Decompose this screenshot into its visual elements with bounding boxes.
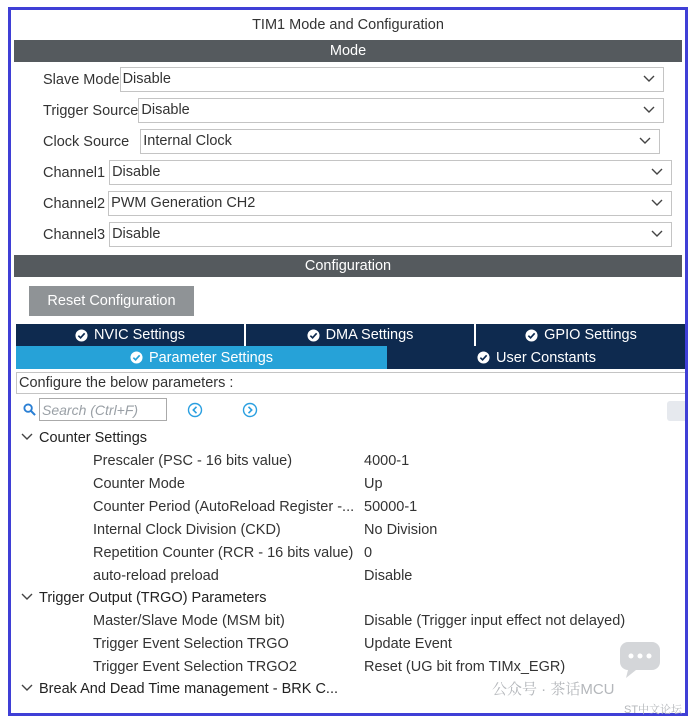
- channel1-value: Disable: [112, 164, 161, 180]
- check-circle-icon: [525, 329, 538, 342]
- configuration-window: [8, 7, 688, 716]
- chevron-down-icon: [21, 432, 33, 442]
- check-circle-icon: [477, 351, 490, 364]
- param-value[interactable]: 4000-1: [364, 453, 410, 469]
- channel1-label: Channel1: [43, 164, 106, 181]
- channel2-row: [43, 191, 672, 216]
- slave-mode-label: Slave Mode: [43, 71, 120, 88]
- search-bar: [23, 398, 683, 422]
- tab-dma-settings[interactable]: [246, 324, 476, 346]
- param-value[interactable]: Reset (UG bit from TIMx_EGR): [364, 659, 566, 675]
- group-title: Break And Dead Time management - BRK C...: [39, 681, 338, 697]
- reset-configuration-button[interactable]: Reset Configuration: [29, 286, 194, 316]
- slave-mode-row: [43, 67, 664, 92]
- param-name[interactable]: Counter Period (AutoReload Register -...: [93, 499, 355, 515]
- chevron-down-icon: [643, 103, 655, 115]
- clock-source-select[interactable]: [140, 129, 660, 154]
- param-name[interactable]: auto-reload preload: [93, 568, 219, 584]
- param-value[interactable]: Update Event: [364, 636, 452, 652]
- channel3-select[interactable]: [109, 222, 672, 247]
- param-value[interactable]: 50000-1: [364, 499, 418, 515]
- settings-tabs-row1: [16, 324, 686, 346]
- param-value[interactable]: 0: [364, 545, 373, 561]
- group-trigger-output[interactable]: [21, 587, 267, 609]
- param-name[interactable]: Trigger Event Selection TRGO: [93, 636, 289, 652]
- param-name[interactable]: Trigger Event Selection TRGO2: [93, 659, 297, 675]
- channel3-value: Disable: [112, 226, 161, 242]
- tab-dma-label: DMA Settings: [325, 327, 414, 343]
- configuration-section-header: Configuration: [14, 255, 682, 277]
- tab-gpio-label: GPIO Settings: [544, 327, 637, 343]
- tab-parameter-settings[interactable]: [16, 346, 387, 369]
- tab-nvic-settings[interactable]: [16, 324, 246, 346]
- trigger-source-label: Trigger Source: [43, 102, 139, 119]
- param-value[interactable]: Up: [364, 476, 383, 492]
- tab-user-constants[interactable]: [387, 346, 686, 369]
- settings-tabs-row2: [16, 346, 686, 369]
- param-name[interactable]: Internal Clock Division (CKD): [93, 522, 281, 538]
- mode-section-header: Mode: [14, 40, 682, 62]
- configuration-section: [11, 277, 685, 716]
- slave-mode-value: Disable: [122, 71, 171, 87]
- chevron-down-icon: [639, 134, 651, 146]
- channel2-value: PWM Generation CH2: [111, 195, 256, 211]
- param-value[interactable]: No Division: [364, 522, 438, 538]
- param-value[interactable]: Disable (Trigger input effect not delayed): [364, 613, 626, 629]
- slave-mode-select[interactable]: [120, 67, 664, 92]
- configure-instruction: Configure the below parameters :: [16, 372, 686, 394]
- tab-parameter-label: Parameter Settings: [148, 349, 274, 366]
- trigger-source-select[interactable]: [138, 98, 664, 123]
- channel3-row: [43, 222, 672, 247]
- chevron-down-icon: [651, 227, 663, 239]
- scrollbar-handle[interactable]: [667, 401, 688, 421]
- tab-user-constants-label: User Constants: [496, 349, 596, 366]
- param-name[interactable]: Prescaler (PSC - 16 bits value): [93, 453, 293, 469]
- mode-section: [11, 62, 685, 255]
- chevron-down-icon: [21, 683, 33, 693]
- circle-chevron-right-icon[interactable]: [242, 402, 258, 418]
- group-counter-settings[interactable]: [21, 427, 147, 449]
- group-break-dead-time[interactable]: [21, 678, 338, 700]
- param-name[interactable]: Repetition Counter (RCR - 16 bits value): [93, 545, 354, 561]
- channel1-select[interactable]: [109, 160, 672, 185]
- tab-gpio-settings[interactable]: [476, 324, 686, 346]
- group-title: Counter Settings: [39, 430, 148, 446]
- watermark-subtext: ST中文论坛: [624, 704, 683, 716]
- chat-bubble-icon: [618, 640, 664, 680]
- chevron-down-icon: [643, 72, 655, 84]
- circle-chevron-left-icon[interactable]: [187, 402, 203, 418]
- check-circle-icon: [307, 329, 320, 342]
- trigger-source-value: Disable: [141, 102, 190, 118]
- clock-source-value: Internal Clock: [143, 133, 232, 149]
- check-circle-icon: [130, 351, 143, 364]
- param-name[interactable]: Master/Slave Mode (MSM bit): [93, 613, 285, 629]
- clock-source-row: [43, 129, 660, 154]
- channel1-row: [43, 160, 672, 185]
- watermark-text: 公众号 · 茶话MCU: [492, 681, 615, 698]
- group-title: Trigger Output (TRGO) Parameters: [39, 590, 267, 606]
- channel2-label: Channel2: [43, 195, 106, 212]
- chevron-down-icon: [21, 592, 33, 602]
- param-value[interactable]: Disable: [364, 568, 413, 584]
- trigger-source-row: [43, 98, 664, 123]
- param-name[interactable]: Counter Mode: [93, 476, 185, 492]
- check-circle-icon: [75, 329, 88, 342]
- chevron-down-icon: [651, 165, 663, 177]
- tab-nvic-label: NVIC Settings: [93, 327, 186, 343]
- search-input[interactable]: [39, 398, 167, 421]
- channel3-label: Channel3: [43, 226, 106, 243]
- clock-source-label: Clock Source: [43, 133, 130, 150]
- window-title: TIM1 Mode and Configuration: [252, 17, 444, 33]
- search-icon: [23, 403, 36, 416]
- chevron-down-icon: [651, 196, 663, 208]
- channel2-select[interactable]: [108, 191, 672, 216]
